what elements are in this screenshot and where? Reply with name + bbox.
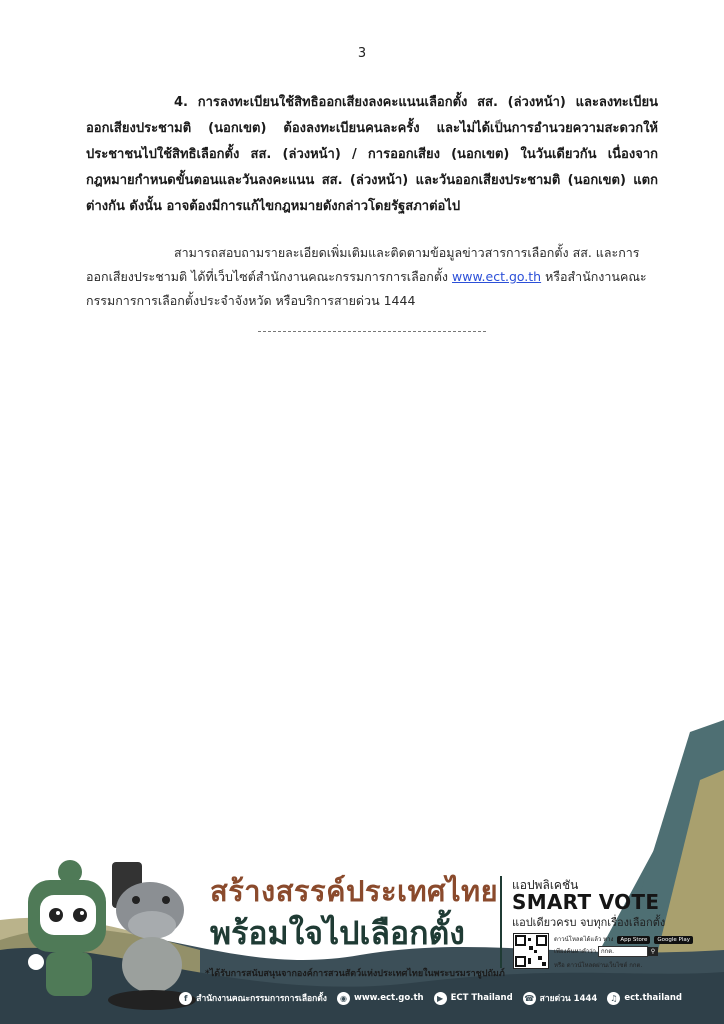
footer-tiktok[interactable] <box>607 992 682 1005</box>
paragraph-registration <box>86 90 658 220</box>
contact-text-before: สามารถสอบถามรายละเอียดเพิ่มเติมและติดตามข้อมูลข่าวสารการเลือกตั้ง สส. และการออกเสียงประชามติ ได้ที่เว็บไซต์สำนักงานคณะกรรมการการเลือกตั้ง <box>86 245 640 284</box>
app-label: แอปพลิเคชัน <box>512 878 579 892</box>
paragraph-contact <box>86 241 658 313</box>
youtube-icon: ▶ <box>434 992 447 1005</box>
youtube-label: ECT Thailand <box>450 993 513 1003</box>
contact-text-after: หรือสำนักงานคณะกรรมการการเลือกตั้งประจำจังหวัด หรือบริการสายด่วน 1444 <box>86 269 647 308</box>
google-play-badge[interactable]: Google Play <box>654 936 693 944</box>
footer-website[interactable] <box>337 992 424 1005</box>
website-label: www.ect.go.th <box>353 993 424 1003</box>
search-icon: ⚲ <box>648 947 658 956</box>
footer-contact-bar <box>0 986 724 1010</box>
search-row <box>554 946 658 957</box>
download-label: ดาวน์โหลดได้แล้ว ทาง <box>554 936 614 943</box>
facebook-label: สำนักงานคณะกรรมการการเลือกตั้ง <box>196 994 327 1004</box>
app-tagline: แอปเดียวครบ จบทุกเรื่องเลือกตั้ง <box>512 916 666 929</box>
banner-divider <box>500 876 502 968</box>
app-store-badge[interactable]: App Store <box>617 936 650 944</box>
facebook-icon: f <box>179 992 192 1005</box>
web-download-text: หรือ ดาวน์โหลดผ่านเว็บไซต์ กกต. <box>554 962 643 969</box>
tiktok-icon: ♫ <box>607 992 620 1005</box>
hotline-label: สายด่วน 1444 <box>539 994 598 1004</box>
page-number: 3 <box>357 46 367 61</box>
search-label: เพียงค้นหาคำว่า <box>554 948 597 955</box>
tiktok-label: ect.thailand <box>624 993 682 1003</box>
globe-icon: ◉ <box>337 992 350 1005</box>
download-row <box>554 934 693 944</box>
search-keyword: กกต. <box>598 946 648 957</box>
qr-code-icon <box>513 933 549 969</box>
footer-youtube[interactable] <box>434 992 513 1005</box>
footer-hotline[interactable] <box>523 991 598 1005</box>
phone-icon: ☎ <box>524 993 535 1003</box>
app-name: SMART VOTE <box>512 890 660 914</box>
footer-facebook[interactable] <box>179 991 327 1005</box>
ect-website-link[interactable]: www.ect.go.th <box>452 269 542 284</box>
paragraph-registration-text: 4. การลงทะเบียนใช้สิทธิออกเสียงลงคะแนนเลือกตั้ง สส. (ล่วงหน้า) และลงทะเบียนออกเสียงประชามติ (นอกเขต) ต้องลงทะเบียนคนละครั้ง และไม่ได้เป็นการอำนวยความสะดวกให้ประชาชนไปใช้สิทธิเลือกตั้ง สส. (ล่วงหน้า) / การออกเสียง (นอกเขต) ในวันเดียวกัน เนื่องจากกฎหมายกำหนดขั้นตอนและวันลงคะแนน สส. (ล่วงหน้า) และวันออกเสียงประชามติ (นอกเขต) แตกต่างกัน ดังนั้น อาจต้องมีการแก้ไขกฎหมายดังกล่าวโดยรัฐสภาต่อไป <box>86 95 658 214</box>
sponsor-credit: *ได้รับการสนับสนุนจากองค์การสวนสัตว์แห่งประเทศไทยในพระบรมราชูปถัมภ์ <box>205 969 505 979</box>
banner-headline-line1: สร้างสรรค์ประเทศไทย <box>210 874 499 908</box>
separator-line <box>258 331 486 332</box>
banner-headline-line2: พร้อมใจไปเลือกตั้ง <box>210 914 465 952</box>
